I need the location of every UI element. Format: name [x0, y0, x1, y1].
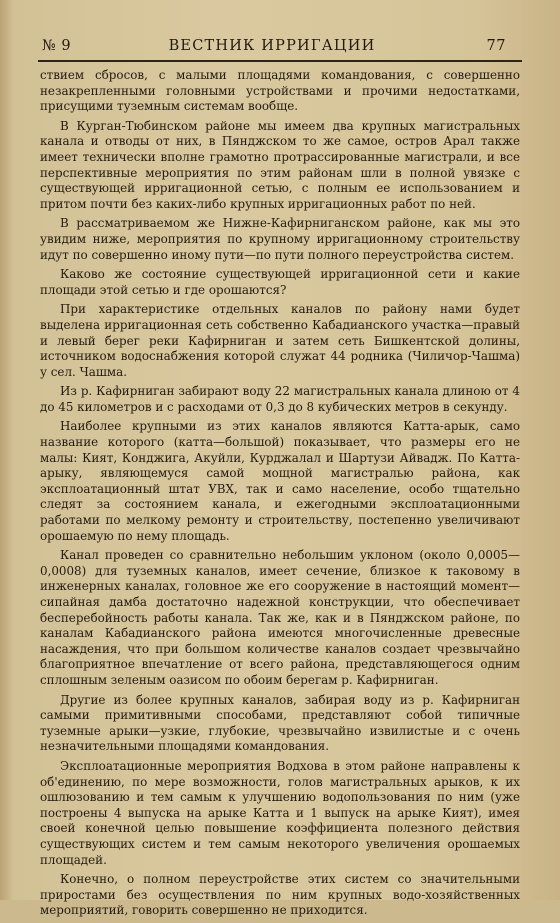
running-header	[34, 38, 510, 58]
paragraph: Конечно, о полном переустройстве этих систем со значительными приростами без осуществления по ним крупных водо-хозяйственных мероприятий, говорить совершенно не приходится.	[40, 872, 520, 918]
paragraph: Эксплоатационные мероприятия Водхова в этом районе направлены к об'единению, по мере возможности, голов магистральных арыков, к их ошлюзованию и тем самым к улучшению водопользования по ним (уже построены 4 выпуска на арыке Катта и 1 выпуск на арыке Кият), имея своей конечной целью повышение коэффициента полезного действия существующих систем и тем самым некоторого увеличения орошаемых площадей.	[40, 758, 520, 867]
paragraph: При характеристике отдельных каналов по району нами будет выделена ирригационная сеть собственно Кабадианского участка—правый и левый берег реки Кафирниган и затем сеть Бишкентской долины, источником водоснабжения которой служат 44 родника (Чиличор-Чашма) у сел. Чашма.	[40, 302, 520, 379]
page-number: 77	[486, 38, 506, 54]
paragraph: В рассматриваемом же Нижне-Кафирниганском районе, как мы это увидим ниже, мероприятия по крупному ирригационному строительству идут по совершенно иному пути—по пути полного переустройства систем.	[40, 216, 520, 262]
paragraph: Каково же состояние существующей ирригационной сети и какие площади этой сетью и где орошаются?	[40, 267, 520, 297]
journal-title: ВЕСТНИК ИРРИГАЦИИ	[168, 38, 376, 54]
paragraph: Другие из более крупных каналов, забирая воду из р. Кафирниган самыми примитивными способами, представляют собой типичные туземные арыки—узкие, глубокие, чрезвычайно извилистые и с очень незначительными площадями командования.	[40, 692, 520, 754]
paragraph: В Курган-Тюбинском районе мы имеем два крупных магистральных канала и отводы от них, в Пянджском то же самое, остров Арал также имеет технически вполне грамотно протрассированные магистрали, и все перспективные мероприятия по этим районам шли в полной увязке с существующей ирригационной сетью, с полным ее использованием и притом почти без каких-либо крупных ирригационных работ по ней.	[40, 118, 520, 211]
issue-number: № 9	[42, 38, 72, 54]
paragraph: Наиболее крупными из этих каналов являются Катта-арык, само название которого (катта—большой) показывает, что размеры его не малы: Кият, Конджига, Акуйли, Курджалал и Шартузи Айвадж. По Катта-арыку, являющемуся самой мощной магистралью района, как эксплоатационный штат УВХ, так и само население, особо тщательно следят за состоянием канала, и ежегодными эксплоатационными работами по мелкому ремонту и строительству, постепенно увеличивают орошаемую по нему площадь.	[40, 419, 520, 543]
paragraph: ствием сбросов, с малыми площадями командования, с совершенно незакрепленными головными устройствами и прочими недостатками, присущими туземным системам вообще.	[40, 68, 520, 114]
header-rule	[38, 60, 522, 62]
paragraph: Из р. Кафирниган забирают воду 22 магистральных канала длиною от 4 до 45 километров и с расходами от 0,3 до 8 кубических метров в секунду.	[40, 384, 520, 414]
article-body	[40, 68, 520, 923]
paragraph: Канал проведен со сравнительно небольшим уклоном (около 0,0005—0,0008) для туземных каналов, имеет сечение, близкое к таковому в инженерных каналах, головное же его сооружение в настоящий момент—сипайная дамба достаточно надежной конструкции, что обеспечивает бесперебойность работы канала. Так же, как и в Пянджском районе, по каналам Кабадианского района имеются многочисленные древесные насаждения, что при большом количестве каналов создает чрезвычайно благоприятное впечатление от всего района, представляющегося одним сплошным зеленым оазисом по обоим берегам р. Кафирниган.	[40, 548, 520, 687]
